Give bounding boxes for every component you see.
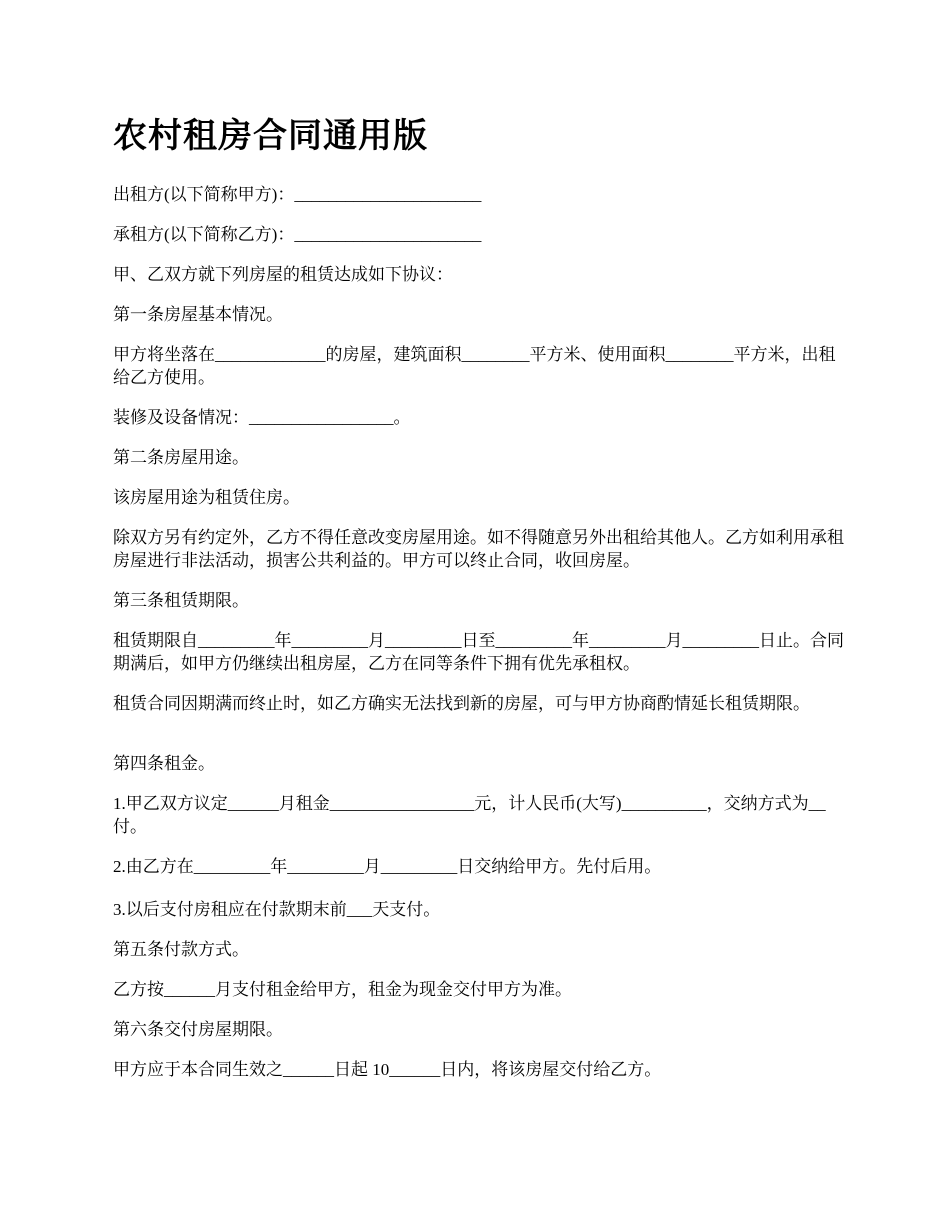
- lessee-line: 承租方(以下简称乙方)：______________________: [113, 225, 482, 244]
- document-title: 农村租房合同通用版: [113, 116, 428, 156]
- article-2-restrictions: 除双方另有约定外，乙方不得任意改变房屋用途。如不得随意另外出租给其他人。乙方如利用承租房屋进行非法活动，损害公共利益的。甲方可以终止合同，收回房屋。: [113, 528, 844, 570]
- agreement-intro: 甲、乙双方就下列房屋的租赁达成如下协议：: [113, 265, 453, 284]
- article-1-heading: 第一条房屋基本情况。: [113, 305, 283, 324]
- article-1-decoration: 装修及设备情况：_________________。: [113, 408, 411, 427]
- article-3-term: 租赁期限自_________年_________月_________日至_________年_________月_________日止。合同期满后，如甲方仍继续出租房屋，乙方在同等条件下拥有优先承租权。: [113, 631, 844, 673]
- article-4-rent-amount: 1.甲乙双方议定______月租金_________________元，计人民币(大写)__________，交纳方式为__付。: [113, 794, 826, 836]
- article-6-heading: 第六条交付房屋期限。: [113, 1020, 283, 1039]
- article-1-location: 甲方将坐落在_____________的房屋，建筑面积________平方米、使用面积________平方米，出租给乙方使用。: [113, 345, 836, 387]
- article-3-heading: 第三条租赁期限。: [113, 591, 249, 610]
- article-4-subsequent-payment: 3.以后支付房租应在付款期末前___天支付。: [113, 900, 441, 919]
- article-5-heading: 第五条付款方式。: [113, 940, 249, 959]
- article-2-heading: 第二条房屋用途。: [113, 448, 249, 467]
- article-4-heading: 第四条租金。: [113, 754, 215, 773]
- article-6-delivery: 甲方应于本合同生效之______日起 10______日内，将该房屋交付给乙方。: [113, 1060, 662, 1079]
- article-3-extension: 租赁合同因期满而终止时，如乙方确实无法找到新的房屋，可与甲方协商酌情延长租赁期限。: [113, 694, 810, 713]
- article-2-usage: 该房屋用途为租赁住房。: [113, 488, 300, 507]
- article-4-payment-date: 2.由乙方在_________年_________月_________日交纳给甲方。先付后用。: [113, 857, 662, 876]
- article-5-payment-method: 乙方按______月支付租金给甲方，租金为现金交付甲方为准。: [113, 980, 572, 999]
- lessor-line: 出租方(以下简称甲方)：______________________: [113, 185, 482, 204]
